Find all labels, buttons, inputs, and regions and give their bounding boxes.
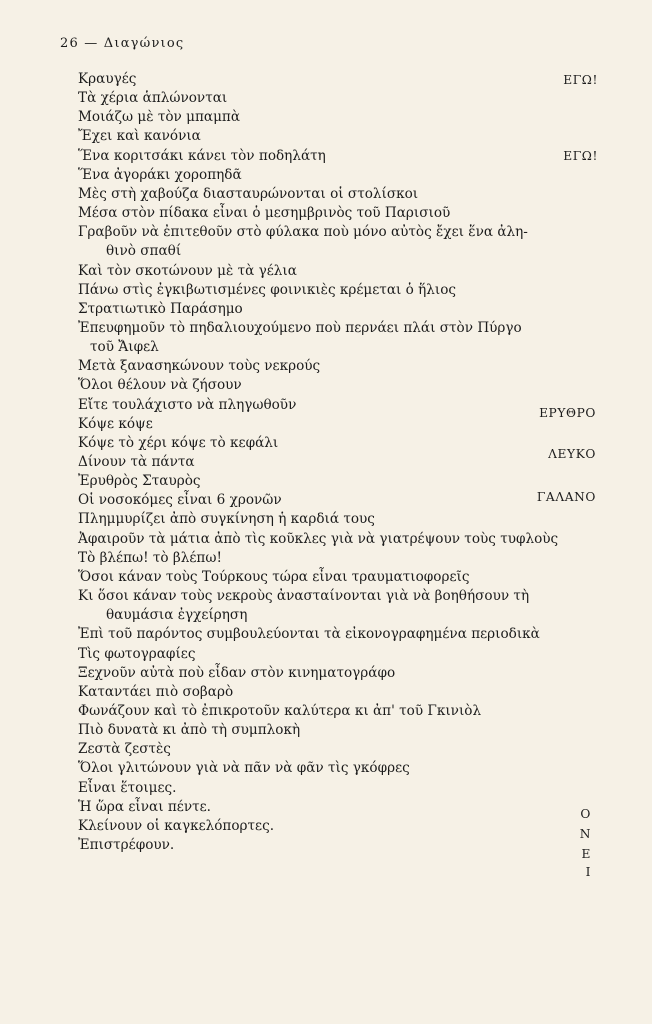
poem-line: Ὅλοι θέλουν νὰ ζήσουν [78,377,242,394]
side-word-leyko: ΛΕΥΚΟ [548,447,596,461]
poem-line: Ζεστὰ ζεστὲς [78,741,171,758]
poem-line: τοῦ Ἄιφελ [90,339,159,356]
vertical-letter-1: Ο [580,807,591,821]
poem-line: Κι ὅσοι κάναν τοὺς νεκροὺς ἀνασταίνονται γιὰ νὰ βοηθήσουν τὴ [78,588,530,605]
poem-line: Ἐπὶ τοῦ παρόντος συμβουλεύονται τὰ εἰκονογραφημένα περιοδικὰ [78,626,540,643]
poem-line: Τὰ χέρια ἁπλώνονται [78,90,228,107]
side-word-erythro: ΕΡΥΘΡΟ [539,406,596,420]
side-word-galano: ΓΑΛΑΝΟ [536,490,596,504]
poem-line: Τὶς φωτογραφίες [78,645,196,662]
poem-line: Ἕνα κοριτσάκι κάνει τὸν ποδηλάτη [78,147,326,164]
vertical-letter-3: Ε [581,847,591,861]
poem-line: Φωνάζουν καὶ τὸ ἐπικροτοῦν καλύτερα κι ἀπ' τοῦ Γκινιὸλ [78,702,482,719]
poem-line: Ἀφαιροῦν τὰ μάτια ἀπὸ τὶς κοῦκλες γιὰ νὰ γιατρέψουν τοὺς τυφλοὺς [78,530,559,547]
poem-line: Κόψε κόψε [78,415,153,432]
poem-line: Γραβοῦν νὰ ἐπιτεθοῦν στὸ φύλακα ποὺ μόνο αὐτὸς ἔχει ἕνα ἀλη- [78,224,528,241]
poem-line: Κλείνουν οἱ καγκελόπορτες. [78,817,275,834]
poem-line: Ὅλοι γλιτώνουν γιὰ νὰ πᾶν νὰ φᾶν τὶς γκόφρες [78,760,410,777]
poem-line: Οἱ νοσοκόμες εἶναι 6 χρονῶν [78,492,282,509]
poem-line: Ἡ ὥρα εἶναι πέντε. [78,798,211,815]
poem-line: Μὲς στὴ χαβούζα διασταυρώνονται οἱ στολίσκοι [78,185,419,202]
poem-line: Ἐπιστρέφουν. [78,837,175,853]
poem-line: Καὶ τὸν σκοτώνουν μὲ τὰ γέλια [78,262,297,279]
poem-line: Τὸ βλέπω! τὸ βλέπω! [78,549,222,566]
poem-line: Κόψε τὸ χέρι κόψε τὸ κεφάλι [78,434,279,451]
poem-line: Μοιάζω μὲ τὸν μπαμπὰ [78,109,241,126]
poem-line: θινὸ σπαθί [106,243,182,260]
poem-line: Κραυγές [78,71,137,87]
vertical-letter-2: Ν [579,827,591,841]
poem-line: Ἐρυθρὸς Σταυρὸς [78,473,201,490]
vertical-letter-4: Ι [585,865,591,879]
poem-line: Στρατιωτικὸ Παράσημο [78,300,243,317]
poem-line: Εἴτε τουλάχιστο νὰ πληγωθοῦν [78,396,297,413]
poem-line: Εἶναι ἕτοιμες. [78,779,177,796]
poem-line: Μετὰ ξανασηκώνουν τοὺς νεκρούς [78,358,321,375]
poem-line: Ὅσοι κάναν τοὺς Τούρκους τώρα εἶναι τραυματιοφορεῖς [78,568,470,585]
poem-line: θαυμάσια ἐγχείρηση [106,607,248,624]
side-word-ego-2: ΕΓΩ! [563,149,598,163]
poem-line: Πάνω στὶς ἐγκιβωτισμένες φοινικιὲς κρέμεται ὁ ἥλιος [78,281,457,298]
poem-line: Ἔχει καὶ κανόνια [78,128,201,145]
poem-line: Ἕνα ἀγοράκι χοροπηδᾶ [78,166,242,183]
poem-line: Πιὸ δυνατὰ κι ἀπὸ τὴ συμπλοκὴ [78,722,301,739]
poem-line: Μέσα στὸν πίδακα εἶναι ὁ μεσημβρινὸς τοῦ Παρισιοῦ [78,205,451,222]
poem-line: Πλημμυρίζει ἀπὸ συγκίνηση ἡ καρδιά τους [78,511,375,528]
page-header: 26 — Διαγώνιος [60,36,185,51]
poem-line: Δίνουν τὰ πάντα [78,454,195,470]
poem-line: Καταντάει πιὸ σοβαρὸ [78,683,234,700]
poem-line: Ἐπευφημοῦν τὸ πηδαλιουχούμενο ποὺ περνάει πλάι στὸν Πύργο [78,319,522,336]
poem-line: Ξεχνοῦν αὐτὰ ποὺ εἶδαν στὸν κινηματογράφο [78,664,396,681]
side-word-ego-1: ΕΓΩ! [563,73,598,87]
